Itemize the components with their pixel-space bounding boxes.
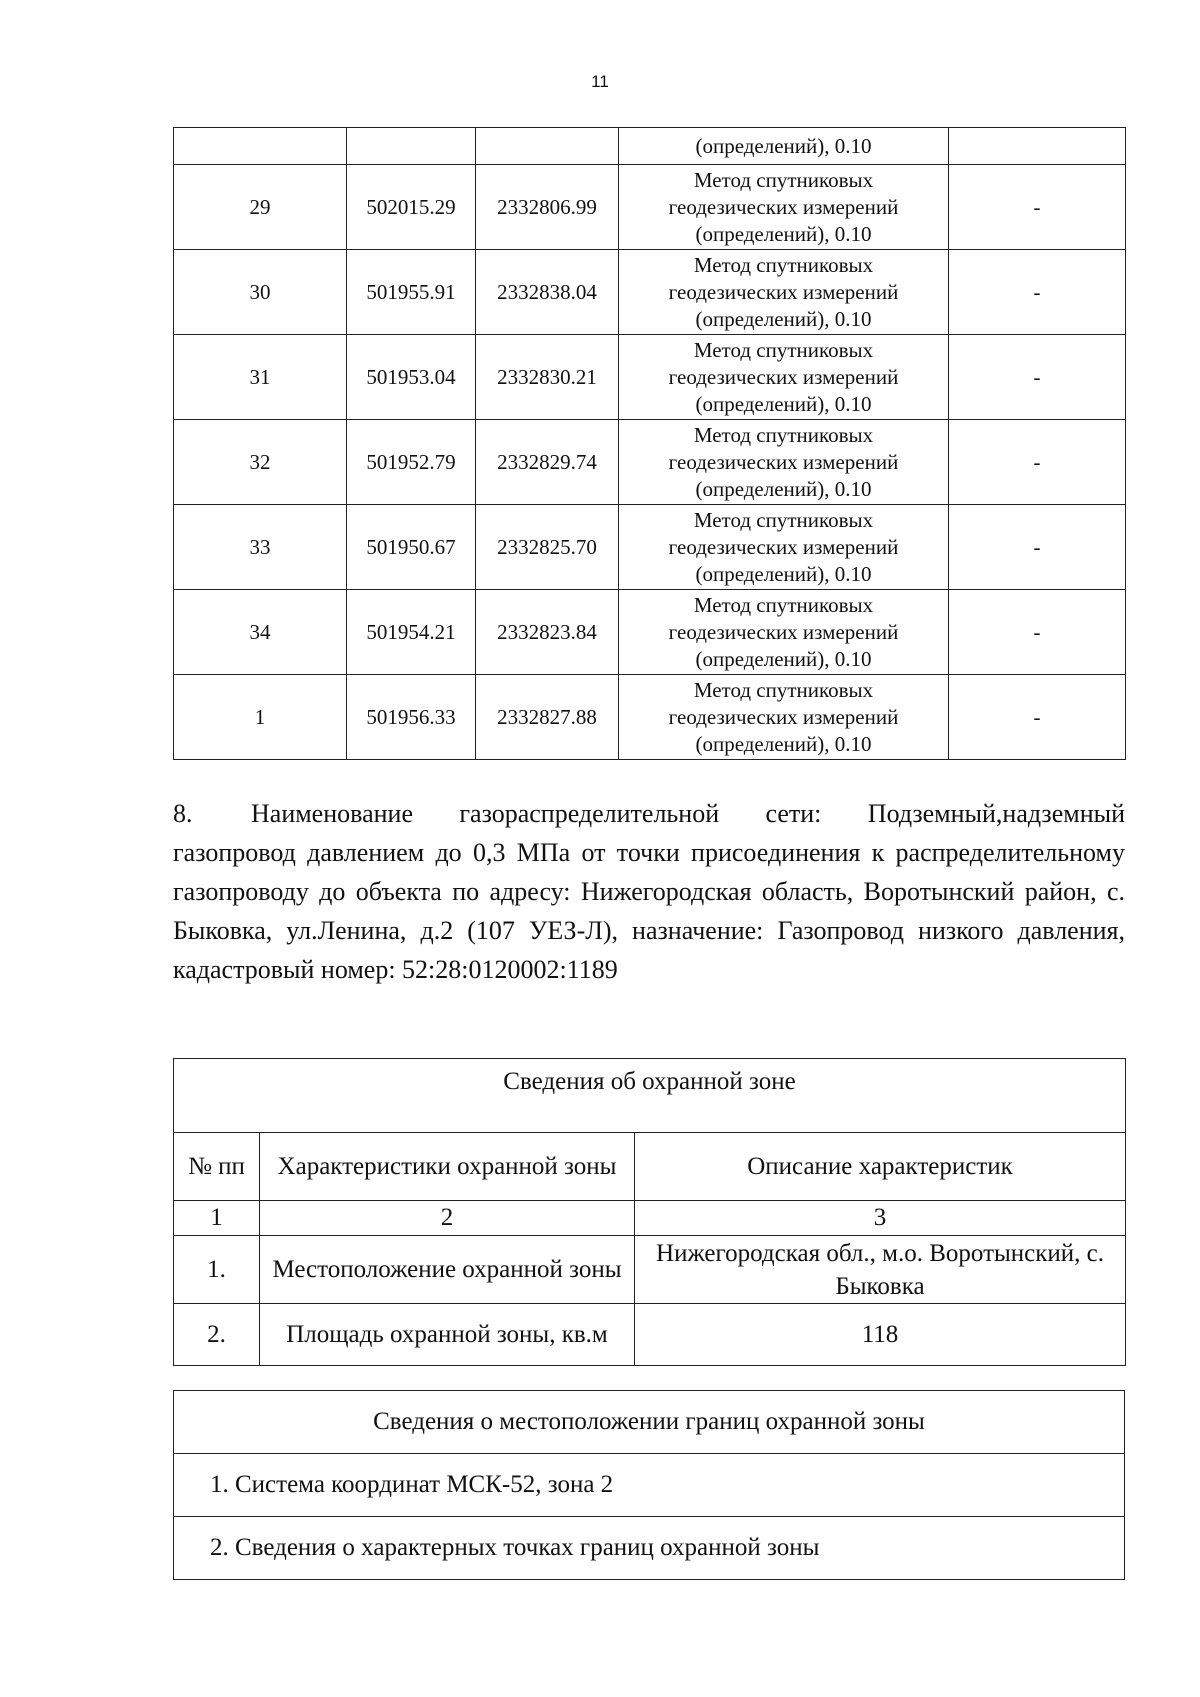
- boundaries-table-title: Сведения о местоположении границ охранной зоны: [174, 1391, 1125, 1454]
- coordinates-table: [173, 127, 1126, 760]
- coord-x: 501954.21: [347, 590, 476, 675]
- characteristic-cell: Площадь охранной зоны, кв.м: [260, 1304, 635, 1366]
- point-number: 30: [174, 250, 347, 335]
- table-header-row: [174, 1133, 1126, 1201]
- coord-y: 2332830.21: [476, 335, 619, 420]
- boundary-item: 2. Сведения о характерных точках границ охранной зоны: [174, 1517, 1125, 1580]
- table-row: [174, 590, 1126, 675]
- column-numbers-row: [174, 1201, 1126, 1236]
- coord-y: 2332829.74: [476, 420, 619, 505]
- description-cell: -: [949, 505, 1126, 590]
- list-item: [174, 1454, 1125, 1517]
- column-number: 3: [635, 1201, 1126, 1236]
- description-cell: -: [949, 335, 1126, 420]
- coord-y: 2332823.84: [476, 590, 619, 675]
- method-cell: Метод спутниковых геодезических измерений (определений), 0.10: [619, 335, 949, 420]
- point-number: 1: [174, 675, 347, 760]
- column-header-number: № пп: [174, 1133, 260, 1201]
- method-cell: Метод спутниковых геодезических измерений (определений), 0.10: [619, 165, 949, 250]
- point-number: 32: [174, 420, 347, 505]
- table-title-row: [174, 1059, 1126, 1133]
- coord-x: 501956.33: [347, 675, 476, 760]
- row-number: 1.: [174, 1236, 260, 1304]
- table-row: [174, 250, 1126, 335]
- coord-y: 2332827.88: [476, 675, 619, 760]
- coord-x: 501952.79: [347, 420, 476, 505]
- network-description-paragraph: [173, 794, 1125, 989]
- coord-y: 2332806.99: [476, 165, 619, 250]
- column-number: 2: [260, 1201, 635, 1236]
- table-row: [174, 335, 1126, 420]
- boundary-item: 1. Система координат МСК-52, зона 2: [174, 1454, 1125, 1517]
- table-row: [174, 1304, 1126, 1366]
- protection-zone-table: [173, 1058, 1126, 1366]
- description-cell: Нижегородская обл., м.о. Воротынский, с. Быковка: [635, 1236, 1126, 1304]
- method-cell: (определений), 0.10: [619, 128, 949, 165]
- description-cell: -: [949, 165, 1126, 250]
- column-header-description: Описание характеристик: [635, 1133, 1126, 1201]
- coord-y: 2332825.70: [476, 505, 619, 590]
- method-cell: Метод спутниковых геодезических измерений (определений), 0.10: [619, 675, 949, 760]
- method-cell: Метод спутниковых геодезических измерений (определений), 0.10: [619, 420, 949, 505]
- coord-x: 501950.67: [347, 505, 476, 590]
- list-item: [174, 1517, 1125, 1580]
- coord-x: 502015.29: [347, 165, 476, 250]
- table-row: [174, 420, 1126, 505]
- zone-table-title: Сведения об охранной зоне: [174, 1059, 1126, 1133]
- coord-x: 501953.04: [347, 335, 476, 420]
- table-row: [174, 505, 1126, 590]
- table-row: [174, 165, 1126, 250]
- table-title-row: [174, 1391, 1125, 1454]
- characteristic-cell: Местоположение охранной зоны: [260, 1236, 635, 1304]
- description-cell: -: [949, 420, 1126, 505]
- paragraph-text: Наименование газораспределительной сети: Подземный,надземный газопровод давлением до 0,3 МПа от точки присоединения к распределительному газопроводу до объекта по адресу: Нижегородская область, Воротынский район, с. Быковка, ул.Ленина, д.2 (107 УЕЗ-Л), назначение: Газопровод низкого давления, кадастровый номер: 52:28:0120002:1189: [173, 799, 1125, 984]
- table-row: [174, 675, 1126, 760]
- point-number: 34: [174, 590, 347, 675]
- point-number: 29: [174, 165, 347, 250]
- coord-y: 2332838.04: [476, 250, 619, 335]
- point-number: 33: [174, 505, 347, 590]
- description-cell: -: [949, 590, 1126, 675]
- method-cell: Метод спутниковых геодезических измерений (определений), 0.10: [619, 590, 949, 675]
- method-cell: Метод спутниковых геодезических измерений (определений), 0.10: [619, 250, 949, 335]
- table-row: [174, 128, 1126, 165]
- row-number: 2.: [174, 1304, 260, 1366]
- method-cell: Метод спутниковых геодезических измерений (определений), 0.10: [619, 505, 949, 590]
- paragraph-number: 8.: [173, 799, 193, 828]
- column-number: 1: [174, 1201, 260, 1236]
- description-cell: -: [949, 675, 1126, 760]
- table-row: [174, 1236, 1126, 1304]
- zone-boundaries-table: [173, 1390, 1125, 1580]
- column-header-characteristic: Характеристики охранной зоны: [260, 1133, 635, 1201]
- page-number: 11: [591, 72, 609, 91]
- description-cell: -: [949, 250, 1126, 335]
- description-cell: 118: [635, 1304, 1126, 1366]
- coord-x: 501955.91: [347, 250, 476, 335]
- point-number: 31: [174, 335, 347, 420]
